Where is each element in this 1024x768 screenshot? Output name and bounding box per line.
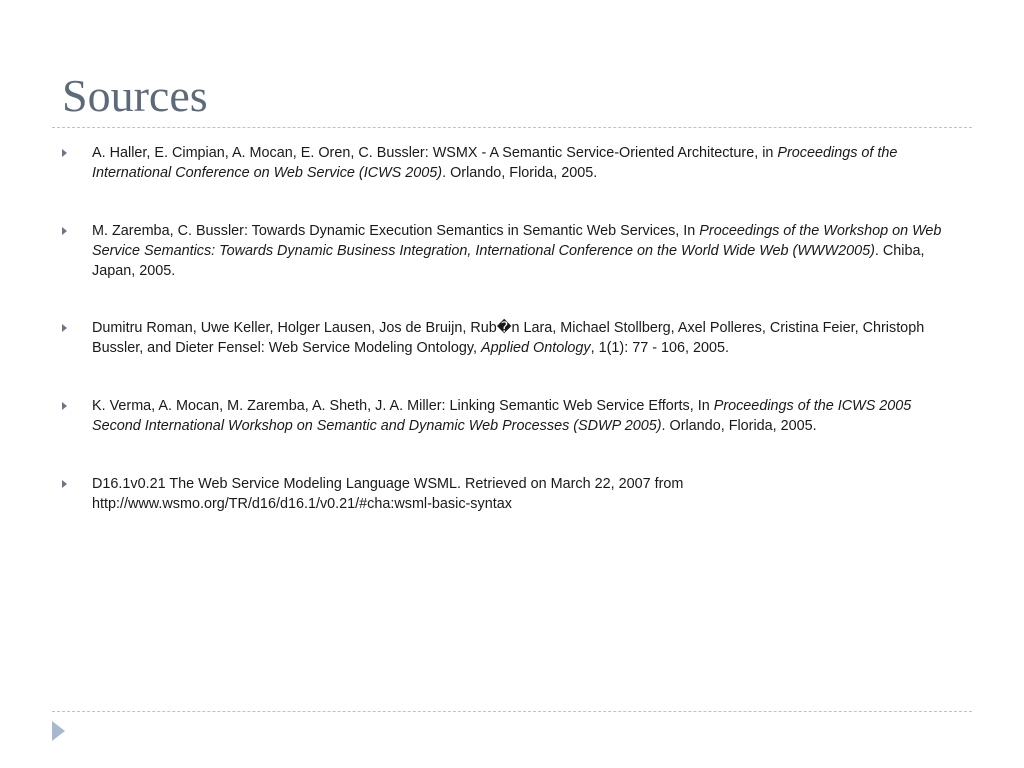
reference-item [62, 396, 962, 436]
reference-list [62, 143, 962, 552]
reference-text: Dumitru Roman, Uwe Keller, Holger Lausen, Jos de Bruijn, Rub�n Lara, Michael Stollberg, Axel Polleres, Cristina Feier, Christoph Bussler, and Dieter Fensel: Web Service Modeling Ontology, [92, 320, 925, 356]
slide-title: Sources [62, 70, 208, 121]
reference-location: . Orlando, Florida, 2005. [442, 165, 598, 181]
triangle-bullet-icon [62, 480, 67, 488]
triangle-bullet-icon [62, 324, 67, 332]
triangle-bullet-icon [62, 149, 67, 157]
reference-item [62, 143, 962, 183]
footer-divider [52, 711, 972, 712]
title-divider [52, 127, 972, 128]
triangle-bullet-icon [62, 402, 67, 410]
reference-text: K. Verma, A. Mocan, M. Zaremba, A. Sheth, J. A. Miller: Linking Semantic Web Service Efforts, In [92, 398, 714, 414]
reference-item [62, 474, 962, 514]
reference-location: . Chiba, Japan, 2005. [92, 243, 925, 279]
reference-venue: Applied Ontology [481, 340, 591, 356]
reference-venue: Proceedings of the Workshop on Web Service Semantics: Towards Dynamic Business Integration, International Conference on the World Wide Web (WWW2005) [92, 223, 942, 259]
reference-text: M. Zaremba, C. Bussler: Towards Dynamic Execution Semantics in Semantic Web Services, In [92, 223, 700, 239]
reference-item [62, 318, 962, 358]
reference-text: D16.1v0.21 The Web Service Modeling Language WSML. Retrieved on March 22, 2007 from http://www.wsmo.org/TR/d16/d16.1/v0.21/#cha:wsml-basic-syntax [92, 476, 684, 512]
reference-location: , 1(1): 77 - 106, 2005. [590, 340, 730, 356]
triangle-bullet-icon [62, 227, 67, 235]
reference-venue: Proceedings of the ICWS 2005 Second International Workshop on Semantic and Dynamic Web Processes (SDWP 2005) [92, 398, 912, 434]
next-slide-arrow-icon[interactable] [52, 721, 65, 741]
reference-location: . Orlando, Florida, 2005. [661, 418, 817, 434]
reference-item [62, 221, 962, 281]
reference-text: A. Haller, E. Cimpian, A. Mocan, E. Oren, C. Bussler: WSMX - A Semantic Service-Oriented Architecture, in [92, 145, 778, 161]
reference-venue: Proceedings of the International Conference on Web Service (ICWS 2005) [92, 145, 898, 181]
